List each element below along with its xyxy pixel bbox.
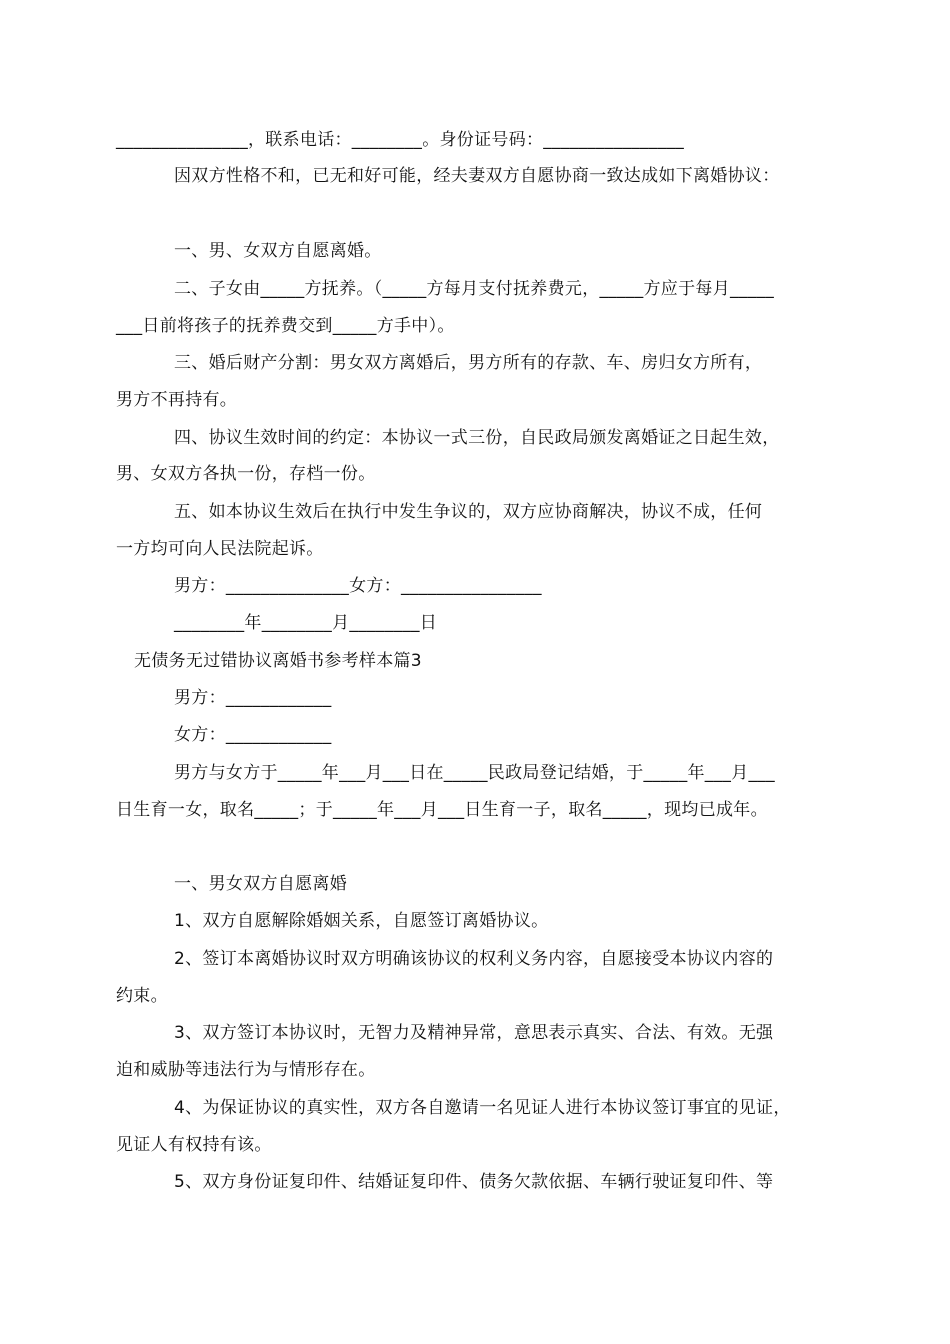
contact-info-line: _______________，联系电话：________。身份证号码：________________: [116, 130, 685, 150]
item-3-line-1: 3、双方签订本协议时，无智力及精神异常，意思表示真实、合法、有效。无强: [174, 1023, 774, 1043]
clause-3-line-1: 三、婚后财产分割：男女双方离婚后，男方所有的存款、车、房归女方所有，: [174, 353, 763, 373]
clause-2-line-1: 二、子女由_____方抚养。（_____方每月支付抚养费元，_____方应于每月_____: [174, 279, 774, 299]
item-1: 1、双方自愿解除婚姻关系，自愿签订离婚协议。: [174, 911, 549, 931]
clause-3-line-2: 男方不再持有。: [116, 390, 238, 410]
clause-1: 一、男、女双方自愿离婚。: [174, 241, 382, 261]
item-5-line-1: 5、双方身份证复印件、结婚证复印件、债务欠款依据、车辆行驶证复印件、等: [174, 1172, 774, 1192]
article-1-heading: 一、男女双方自愿离婚: [174, 874, 347, 894]
husband-field: 男方：____________: [174, 688, 332, 708]
item-2-line-1: 2、签订本离婚协议时双方明确该协议的权利义务内容，自愿接受本协议内容的: [174, 949, 774, 969]
agreement-preamble: 因双方性格不和，已无和好可能，经夫妻双方自愿协商一致达成如下离婚协议：: [174, 166, 780, 186]
item-3-line-2: 迫和威胁等违法行为与情形存在。: [116, 1060, 376, 1080]
clause-2-line-2: ___日前将孩子的抚养费交到_____方手中）。: [116, 316, 455, 336]
item-4-line-2: 见证人有权持有该。: [116, 1135, 272, 1155]
clause-4-line-1: 四、协议生效时间的约定：本协议一式三份，自民政局颁发离婚证之日起生效，: [174, 428, 780, 448]
marriage-info-line-1: 男方与女方于_____年___月___日在_____民政局登记结婚，于_____年___月___: [174, 763, 775, 783]
clause-4-line-2: 男、女双方各执一份，存档一份。: [116, 464, 376, 484]
wife-field: 女方：____________: [174, 725, 332, 745]
marriage-info-line-2: 日生育一女，取名_____；于_____年___月___日生育一子，取名_____，现均已成年。: [116, 800, 768, 820]
section-title: 无债务无过错协议离婚书参考样本篇3: [134, 651, 422, 671]
clause-5-line-2: 一方均可向人民法院起诉。: [116, 539, 324, 559]
item-2-line-2: 约束。: [116, 986, 168, 1006]
clause-5-line-1: 五、如本协议生效后在执行中发生争议的，双方应协商解决，协议不成，任何: [174, 502, 763, 522]
signature-line: 男方：______________女方：________________: [174, 576, 542, 596]
date-line: ________年________月________日: [174, 613, 438, 633]
item-4-line-1: 4、为保证协议的真实性，双方各自邀请一名见证人进行本协议签订事宜的见证，: [174, 1098, 791, 1118]
